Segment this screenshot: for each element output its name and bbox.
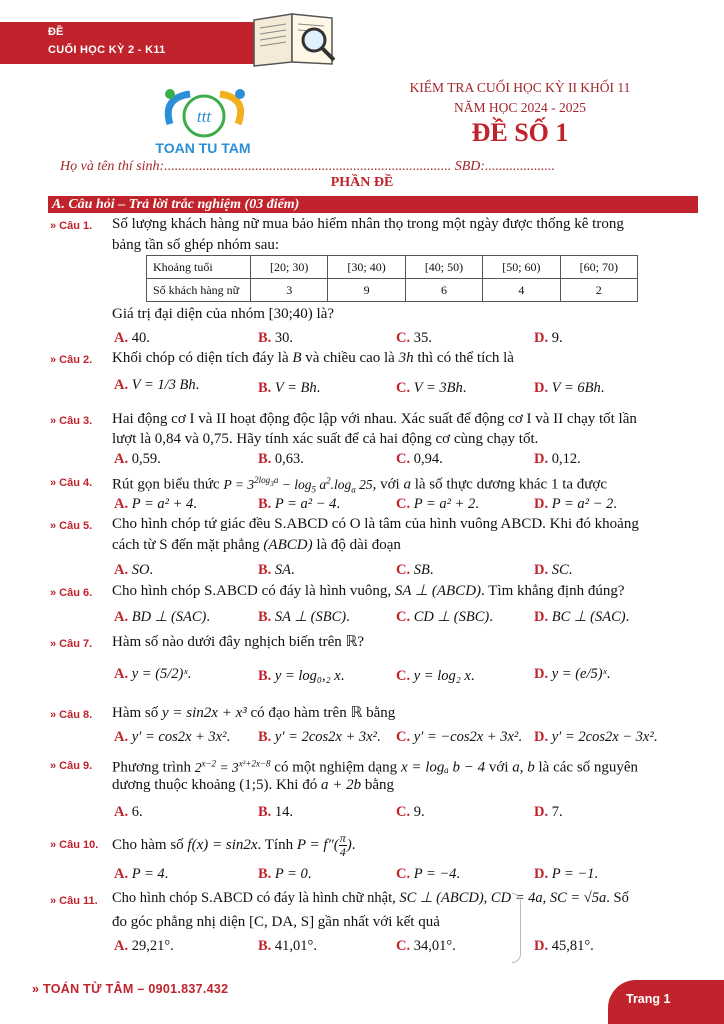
option-letter: D. (534, 330, 549, 346)
option-value: P = 4 (131, 866, 165, 882)
q1-interval: [30;40) (268, 306, 313, 322)
option-letter: B. (258, 451, 272, 467)
question-3-label: » Câu 3. (50, 415, 93, 427)
q2-option-c[interactable]: C. V = 3Bh. (396, 380, 467, 396)
q2-text-c: thì có thể tích là (417, 350, 514, 366)
q9-equation: $2^{x-2} = 3^{x^2+2x-8}$ (194, 758, 271, 775)
option-letter: B. (258, 938, 272, 954)
option-letter: C. (396, 380, 411, 396)
q7-option-b[interactable]: B. y = log₀,₂ x. (258, 668, 345, 684)
q5-option-d[interactable]: D. SC. (534, 562, 573, 578)
q9-text-c: với (488, 759, 509, 776)
option-value: 40 (131, 330, 147, 346)
option-letter: A. (114, 496, 129, 512)
option-value: 0,59 (131, 451, 158, 467)
option-value: SA (274, 562, 292, 578)
q1-option-a[interactable]: A. 40. (114, 330, 150, 346)
phan-de-heading: PHẦN ĐỀ (330, 175, 394, 190)
option-letter: C. (396, 866, 411, 882)
option-value: 0,63 (274, 451, 301, 467)
q3-option-d[interactable]: D. 0,12. (534, 451, 581, 467)
option-letter: B. (258, 609, 272, 625)
exam-title (350, 78, 690, 118)
q9-form: x = logₐ b − 4 (400, 759, 486, 776)
q1-end: là? (316, 306, 335, 322)
option-value: y′ = 2cos2x − 3x² (551, 729, 654, 745)
q6-text-a: Cho hình chóp S.ABCD có đáy là hình vuông, (112, 583, 392, 599)
logo-text: TOAN TU TAM (155, 140, 251, 156)
option-letter: C. (396, 938, 411, 954)
q1-prompt: Giá trị đại diện của nhóm (112, 306, 265, 322)
question-9-label: » Câu 9. (50, 760, 93, 772)
q11-conditions: SC ⊥ (ABCD), CD = 4a, SC = √5a (399, 890, 607, 906)
q5-text-a: cách từ S đến mặt phẳng (112, 537, 260, 553)
option-value: V = 6Bh (551, 380, 601, 396)
option-letter: C. (396, 562, 411, 578)
option-value: y = log₀,₂ x (274, 668, 341, 684)
q11-option-b[interactable]: B. 41,01°. (258, 938, 317, 954)
option-letter: D. (534, 729, 549, 745)
option-value: y′ = cos2x + 3x² (131, 729, 227, 745)
option-value: 29,21° (131, 938, 171, 954)
q10-text-b: . Tính (257, 836, 294, 853)
q2-var-h: 3h (398, 350, 414, 366)
option-letter: C. (396, 804, 411, 820)
q2-option-d[interactable]: D. V = 6Bh. (534, 380, 605, 396)
option-letter: C. (396, 668, 411, 684)
option-letter: A. (114, 804, 129, 820)
option-value: SA ⊥ (SBC) (274, 609, 347, 625)
q8-option-a[interactable]: A. y′ = cos2x + 3x². (114, 729, 231, 745)
option-value: P = a² + 2 (413, 496, 476, 512)
q11-option-d[interactable]: D. 45,81°. (534, 938, 594, 954)
option-letter: D. (534, 666, 549, 682)
question-2-label: » Câu 2. (50, 354, 93, 366)
option-value: y = (5/2)ˣ (131, 666, 188, 682)
option-value: P = a² − 4 (274, 496, 337, 512)
table-cell: 2 (560, 279, 637, 302)
q2-text-b: và chiều cao là (305, 350, 395, 366)
question-11-label: » Câu 11. (50, 895, 98, 907)
option-value: V = Bh (274, 380, 317, 396)
q7-text-a: Hàm số nào dưới đây nghịch biến trên (112, 634, 342, 650)
q3-option-c[interactable]: C. 0,94. (396, 451, 443, 467)
q1-option-c[interactable]: C. 35. (396, 330, 432, 346)
q8-text-b: có đạo hàm trên (250, 705, 347, 721)
option-letter: A. (114, 938, 129, 954)
q6-condition: SA ⊥ (ABCD) (394, 583, 482, 599)
footer (0, 966, 724, 1024)
question-1-text-3 (112, 304, 334, 325)
question-6-text (112, 581, 625, 602)
option-value: V = 3Bh (413, 380, 463, 396)
option-value: y′ = 2cos2x + 3x² (274, 729, 377, 745)
option-letter: D. (534, 496, 549, 512)
option-value: BC ⊥ (SAC) (551, 609, 626, 625)
q8-option-d[interactable]: D. y′ = 2cos2x − 3x². (534, 729, 658, 745)
q4-text-c: là số thực dương khác 1 ta được (414, 476, 608, 493)
q5-option-a[interactable]: A. SO. (114, 562, 154, 578)
exam-number: ĐỀ SỐ 1 (471, 118, 569, 147)
q11-text-a: Cho hình chóp S.ABCD có đáy là hình chữ nhật, (112, 890, 396, 906)
q5-plane: (ABCD) (263, 537, 313, 553)
question-10-text: Cho hàm số f(x) = sin2x. Tính P = f″( $\frac{\pi}{4}$ ). (112, 831, 356, 859)
q9-option-b[interactable]: B. 14. (258, 804, 294, 820)
table-cell: 6 (405, 279, 482, 302)
option-letter: B. (258, 330, 272, 346)
header-line-2: CUỐI HỌC KỲ 2 - K11 (48, 44, 166, 56)
q9-text-e: dương thuộc khoảng (112, 777, 236, 793)
question-1-text: Số lượng khách hàng nữ mua bảo hiểm nhân thọ trong một ngày được thống kê trong (112, 216, 624, 232)
option-value: P = a² − 2 (551, 496, 614, 512)
q8-function: y = sin2x + x³ (162, 705, 247, 721)
question-9-text-2 (112, 775, 394, 796)
option-letter: A. (114, 377, 129, 393)
question-3-text: Hai động cơ I và II hoạt động độc lập với nhau. Xác suất để động cơ I và II chạy tốt lần (112, 411, 637, 427)
option-value: 9 (551, 330, 559, 346)
q8-text-c: bằng (366, 705, 396, 721)
option-value: y = log₂ x (413, 668, 471, 684)
option-value: P = −4 (413, 866, 457, 882)
option-letter: A. (114, 729, 129, 745)
decorative-bracket (512, 893, 521, 963)
option-value: 30 (274, 330, 290, 346)
option-value: 6 (131, 804, 139, 820)
option-value: SB (413, 562, 430, 578)
option-value: V = 1/3 Bh (131, 377, 196, 393)
q10-option-b[interactable]: B. P = 0. (258, 866, 312, 882)
option-letter: D. (534, 451, 549, 467)
q6-option-d[interactable]: D. BC ⊥ (SAC). (534, 609, 630, 625)
question-1-text-2: bảng tần số ghép nhóm sau: (112, 237, 280, 253)
table-header-age: Khoảng tuổi (147, 256, 251, 279)
option-letter: A. (114, 609, 129, 625)
option-value: 0,12 (551, 451, 578, 467)
option-value: CD ⊥ (SBC) (413, 609, 490, 625)
table-header-count: Số khách hàng nữ (147, 279, 251, 302)
option-letter: A. (114, 451, 129, 467)
q9-text-b: có một nghiệm dạng (274, 759, 398, 776)
option-letter: C. (396, 729, 411, 745)
q9-text-f: . Khi đó (268, 777, 318, 793)
question-10-label: » Câu 10. (50, 839, 99, 851)
q2-text-a: Khối chóp có diện tích đáy là (112, 350, 289, 366)
q9-vars: a, b (512, 759, 535, 776)
question-7-text (112, 632, 364, 653)
question-5-label: » Câu 5. (50, 520, 93, 532)
q2-option-a[interactable]: A. V = 1/3 Bh. (114, 377, 200, 393)
q9-target: a + 2b (320, 777, 362, 793)
question-11-text (112, 888, 629, 909)
q7-text-b: ? (357, 634, 365, 650)
option-letter: D. (534, 609, 549, 625)
q9-text-d: là các số nguyên (538, 759, 639, 776)
q7-option-d[interactable]: D. y = (e/5)ˣ. (534, 666, 611, 682)
question-5-text: Cho hình chóp tứ giác đều S.ABCD có O là tâm của hình vuông ABCD. Khi đó khoảng (112, 516, 639, 532)
option-letter: C. (396, 330, 411, 346)
q1-option-d[interactable]: D. 9. (534, 330, 563, 346)
option-value: y′ = −cos2x + 3x² (413, 729, 519, 745)
option-letter: A. (114, 866, 129, 882)
q1-option-b[interactable]: B. 30. (258, 330, 294, 346)
q4-option-c[interactable]: C. P = a² + 2. (396, 496, 479, 512)
option-value: 45,81° (551, 938, 591, 954)
question-8-text (112, 703, 395, 724)
frequency-table (146, 255, 638, 302)
question-5-text-2 (112, 535, 401, 556)
q8-option-c[interactable]: C. y′ = −cos2x + 3x². (396, 729, 522, 745)
table-row (147, 279, 638, 302)
q5-option-c[interactable]: C. SB. (396, 562, 434, 578)
svg-text:ttt: ttt (196, 107, 212, 126)
q3-option-a[interactable]: A. 0,59. (114, 451, 161, 467)
q3-option-b[interactable]: B. 0,63. (258, 451, 304, 467)
q4-option-b[interactable]: B. P = a² − 4. (258, 496, 341, 512)
q11-text-b: . Số (606, 890, 629, 906)
q10-option-d[interactable]: D. P = −1. (534, 866, 599, 882)
page-number-tab (608, 980, 724, 1024)
q2-option-b[interactable]: B. V = Bh. (258, 380, 321, 396)
q7-option-c[interactable]: C. y = log₂ x. (396, 668, 475, 684)
option-letter: D. (534, 866, 549, 882)
student-info-line: Họ và tên thí sinh:.................................................................................. SBD:.................... (60, 159, 556, 174)
question-2-text (112, 348, 514, 369)
option-value: SO (131, 562, 150, 578)
table-cell: 3 (251, 279, 328, 302)
option-letter: D. (534, 804, 549, 820)
option-value: P = −1 (551, 866, 595, 882)
q9-interval: (1;5) (239, 777, 269, 793)
q5-text-b: là độ dài đoạn (316, 537, 401, 553)
q10-function: f(x) = sin2x (187, 836, 258, 853)
option-letter: B. (258, 668, 272, 684)
table-cell: [60; 70) (560, 256, 637, 279)
option-letter: A. (114, 330, 129, 346)
option-letter: B. (258, 496, 272, 512)
q9-text-g: bằng (364, 777, 395, 793)
option-value: SC (551, 562, 569, 578)
option-letter: B. (258, 729, 272, 745)
table-cell: 9 (328, 279, 405, 302)
option-letter: B. (258, 804, 272, 820)
question-6-label: » Câu 6. (50, 587, 93, 599)
table-row (147, 256, 638, 279)
exam-title-line-2: NĂM HỌC 2024 - 2025 (453, 100, 586, 115)
q11-option-c[interactable]: C. 34,01°. (396, 938, 456, 954)
option-letter: C. (396, 451, 411, 467)
q6-option-a[interactable]: A. BD ⊥ (SAC). (114, 609, 211, 625)
q7-real-set: ℝ (345, 634, 358, 650)
table-cell: [40; 50) (405, 256, 482, 279)
table-cell: [50; 60) (483, 256, 560, 279)
question-11-text-2: đo góc phẳng nhị diện [C, DA, S] gần nhất với kết quả (112, 914, 440, 930)
q10-expression: P = f″( $\frac{\pi}{4}$ ) (296, 831, 352, 859)
q4-option-d[interactable]: D. P = a² − 2. (534, 496, 617, 512)
q8-text-a: Hàm số (112, 705, 159, 721)
option-value: BD ⊥ (SAC) (131, 609, 207, 625)
question-3-text-2: lượt là 0,84 và 0,75. Hãy tính xác suất để cả hai động cơ cùng chạy tốt. (112, 431, 539, 447)
q9-text-a: Phương trình (112, 759, 191, 776)
q10-option-a[interactable]: A. P = 4. (114, 866, 169, 882)
q4-text-a: Rút gọn biểu thức (112, 476, 220, 493)
option-letter: D. (534, 938, 549, 954)
option-value: 35 (413, 330, 429, 346)
q6-option-c[interactable]: C. CD ⊥ (SBC). (396, 609, 493, 625)
q10-text-a: Cho hàm số (112, 836, 184, 853)
q11-option-a[interactable]: A. 29,21°. (114, 938, 174, 954)
q4-var-a: a (403, 476, 411, 493)
option-value: 0,94 (413, 451, 440, 467)
option-letter: A. (114, 562, 129, 578)
q10-option-c[interactable]: C. P = −4. (396, 866, 461, 882)
option-letter: C. (396, 496, 411, 512)
book-magnifier-icon (248, 6, 340, 68)
option-letter: B. (258, 562, 272, 578)
page-number: Trang 1 (626, 992, 671, 1006)
option-letter: B. (258, 866, 272, 882)
option-value: P = a² + 4 (131, 496, 194, 512)
option-value: P = 0 (274, 866, 308, 882)
q4-expression: $P = 3^{2log_3a} - \log_5 a^2.\log_a$ 25 (223, 475, 373, 495)
q4-option-a[interactable]: A. P = a² + 4. (114, 496, 197, 512)
q9-option-c[interactable]: C. 9. (396, 804, 425, 820)
question-4-label: » Câu 4. (50, 477, 93, 489)
option-value: 7 (551, 804, 559, 820)
option-letter: D. (534, 562, 549, 578)
q7-option-a[interactable]: A. y = (5/2)ˣ. (114, 666, 192, 682)
q9-option-d[interactable]: D. 7. (534, 804, 563, 820)
q6-option-b[interactable]: B. SA ⊥ (SBC). (258, 609, 350, 625)
question-1-label: » Câu 1. (50, 220, 93, 232)
option-value: 34,01° (413, 938, 453, 954)
exam-title-line-1: KIỂM TRA CUỐI HỌC KỲ II KHỐI 11 (409, 80, 631, 95)
q8-real-set: ℝ (350, 705, 363, 721)
option-value: 41,01° (274, 938, 314, 954)
question-8-label: » Câu 8. (50, 709, 93, 721)
option-value: y = (e/5)ˣ (551, 666, 607, 682)
footer-contact: » TOÁN TỪ TÂM – 0901.837.432 (32, 982, 229, 996)
q8-option-b[interactable]: B. y′ = 2cos2x + 3x². (258, 729, 381, 745)
q9-option-a[interactable]: A. 6. (114, 804, 143, 820)
section-a-bar: A. Câu hỏi – Trả lời trắc nghiệm (03 điểm) (48, 196, 698, 213)
q5-option-b[interactable]: B. SA. (258, 562, 295, 578)
option-letter: A. (114, 666, 129, 682)
header-line-1: ĐỀ (48, 26, 64, 38)
option-value: 9 (413, 804, 421, 820)
option-letter: C. (396, 609, 411, 625)
table-cell: [30; 40) (328, 256, 405, 279)
option-letter: D. (534, 380, 549, 396)
option-letter: B. (258, 380, 272, 396)
q2-var-b: B (292, 350, 302, 366)
question-7-label: » Câu 7. (50, 638, 93, 650)
table-cell: [20; 30) (251, 256, 328, 279)
option-value: 14 (274, 804, 290, 820)
table-cell: 4 (483, 279, 560, 302)
q4-text-b: , với (372, 476, 400, 493)
q6-text-b: . Tìm khẳng định đúng? (481, 583, 625, 599)
